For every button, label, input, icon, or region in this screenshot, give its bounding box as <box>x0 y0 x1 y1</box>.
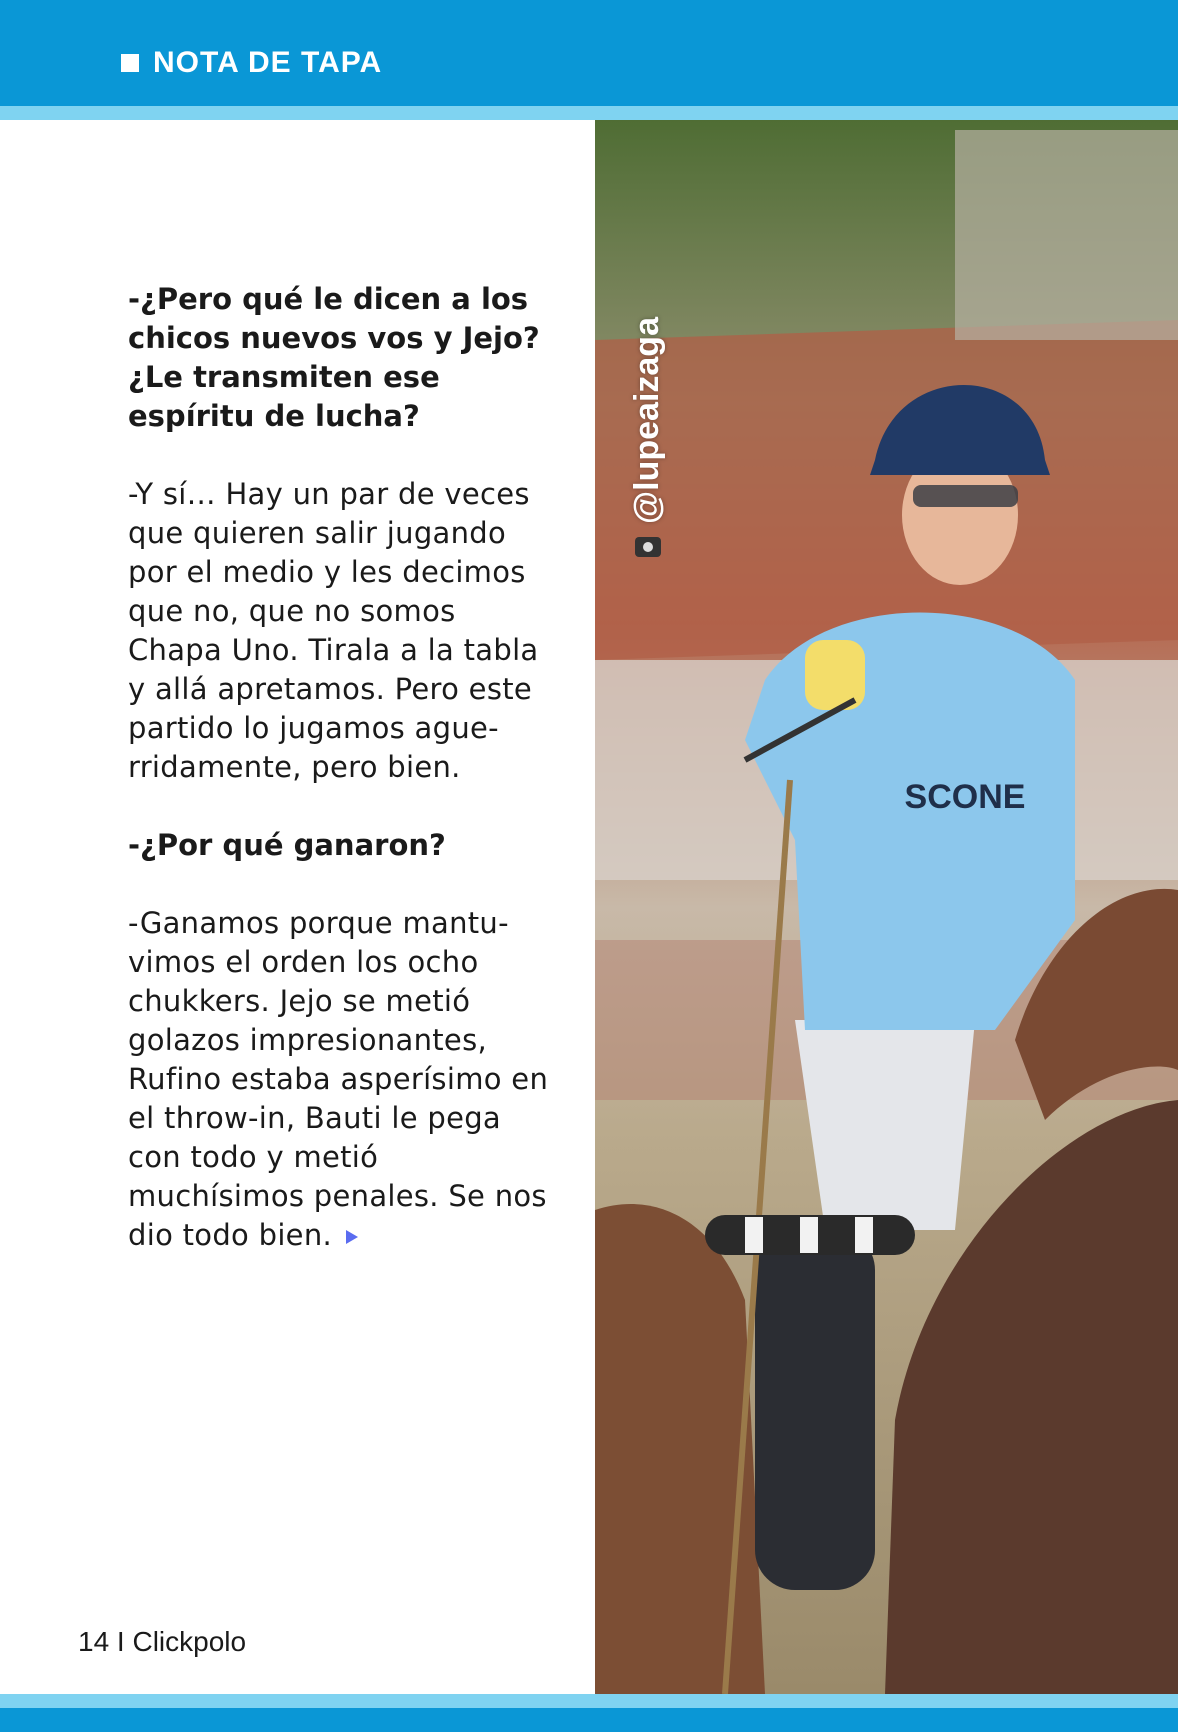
header-stripe <box>0 106 1178 120</box>
question-2: -¿Por qué ganaron? <box>128 828 446 862</box>
polo-player-photo <box>595 120 1178 1694</box>
question-1: -¿Pero qué le dicen a los chicos nuevos vos y Jejo? ¿Le transmiten ese espíritu de lucha? <box>128 282 540 433</box>
jersey-text: SCONE <box>904 778 1026 816</box>
page-footer: 14 I Clickpolo <box>78 1626 247 1657</box>
square-icon <box>121 54 139 72</box>
answer-2 <box>128 904 558 1255</box>
camera-icon <box>635 537 661 557</box>
footer-stripe <box>0 1694 1178 1708</box>
answer-2-text: -Ganamos porque mantu-vimos el orden los ocho chukkers. Jejo se metió golazos impresionantes, Rufino estaba asperísimo en el throw-in, Bauti le pega con todo y metió muchísimos penales. Se nos dio todo bien. <box>128 906 549 1252</box>
play-arrow-icon <box>346 1230 358 1244</box>
photo-credit-text: @lupeaizaga <box>628 317 666 524</box>
interview-column <box>128 280 558 1294</box>
photo-credit <box>628 317 667 560</box>
section-title: NOTA DE TAPA <box>153 46 383 79</box>
footer-bar <box>0 1708 1178 1732</box>
section-label <box>121 46 382 80</box>
answer-1: -Y sí… Hay un par de veces que quieren salir jugando por el medio y les decimos que no, que no somos Chapa Uno. Tirala a la tabla y allá apretamos. Pero este partido lo jugamos ague-rridamente, pero bien. <box>128 477 539 784</box>
